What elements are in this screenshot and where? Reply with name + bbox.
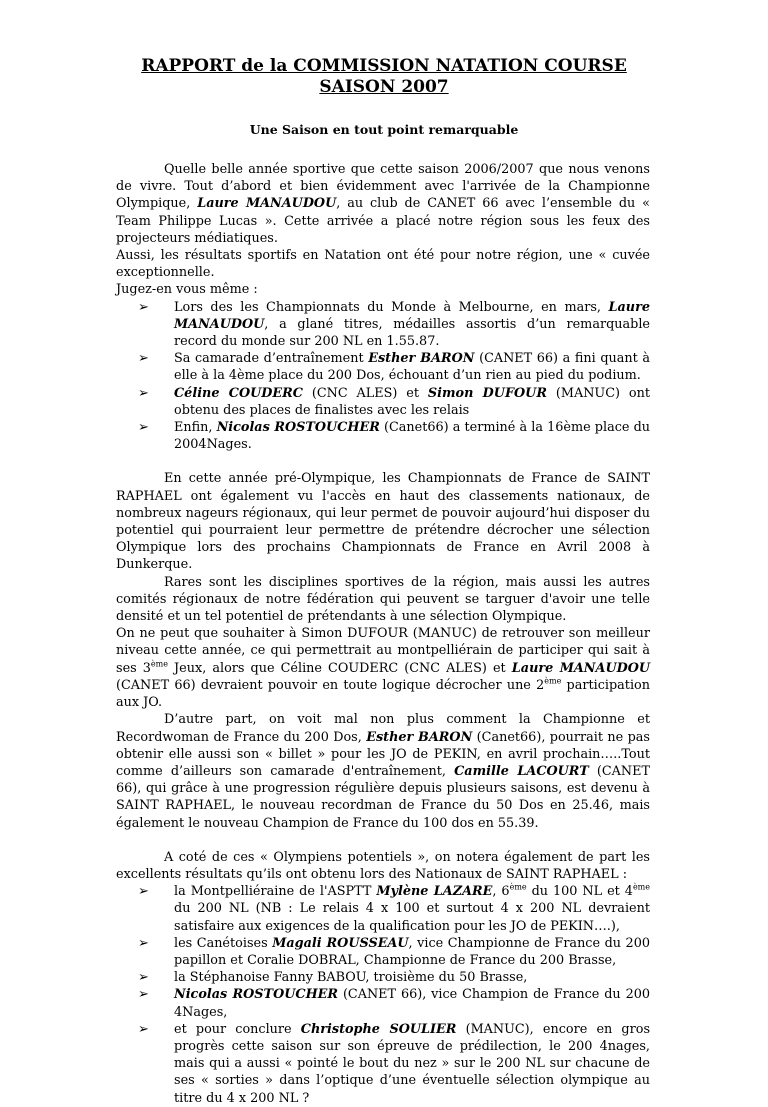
arrow-bullet-icon: ➢	[138, 299, 149, 315]
report-title: RAPPORT de la COMMISSION NATATION COURSE	[141, 56, 627, 76]
wishes-paragraph: On ne peut que souhaiter à Simon DUFOUR (MANUC) de retrouver son meilleur niveau cette année, ce qui permettrait au montpelliérain de participer qui sait à ses 3ème Jeux, alors que Céline COUDERC (CNC ALES) et Laure MANAUDOU (CANET 66) devraient pouvoir en toute logique décrocher une 2ème participation aux JO.	[116, 626, 651, 711]
arrow-bullet-icon: ➢	[138, 351, 149, 367]
results-paragraph: Aussi, les résultats sportifs en Natation ont été pour notre région, une « cuvée exceptionnelle.	[116, 248, 650, 281]
pre-olympic-paragraph: En cette année pré-Olympique, les Championnats de France de SAINT RAPHAEL ont également vu l'accès en haut des classements nationaux, de nombreux nageurs régionaux, qui leur permet de pouvoir aujourd’hui disposer du potentiel qui pourraient leur permettre de prétendre décrocher une sélection Olympique lors des prochains Championnats de France en Avril 2008 à Dunkerque.	[116, 471, 650, 573]
judge-line: Jugez-en vous même :	[116, 282, 258, 298]
arrow-bullet-icon: ➢	[138, 1021, 149, 1037]
list-item: ➢ Nicolas ROSTOUCHER (CANET 66), vice Champion de France du 200 4Nages,	[138, 987, 650, 1020]
density-paragraph: Rares sont les disciplines sportives de la région, mais aussi les autres comités régionaux de notre fédération qui peuvent se targuer d'avoir une telle densité et un tel potentiel de prétendants à une sélection Olympique.	[116, 574, 650, 625]
world-championship-list	[116, 299, 650, 454]
national-results-paragraph: A coté de ces « Olympiens potentiels », on notera également de part les excellents résultats qu’ils ont obtenu lors des Nationaux de SAINT RAPHAEL :	[116, 849, 650, 882]
arrow-bullet-icon: ➢	[138, 385, 149, 401]
list-item: ➢ Céline COUDERC (CNC ALES) et Simon DUFOUR (MANUC) ont obtenu des places de finalistes avec les relais	[138, 385, 650, 418]
list-item: ➢ Lors des les Championnats du Monde à Melbourne, en mars, Laure MANAUDOU, a glané titres, médailles assortis d’un remarquable record du monde sur 200 NL en 1.55.87.	[138, 299, 650, 350]
list-item: ➢ la Stéphanoise Fanny BABOU, troisième du 50 Brasse,	[138, 970, 528, 986]
list-item: ➢ et pour conclure Christophe SOULIER (MANUC), encore en gros progrès cette saison sur son épreuve de prédilection, le 200 4nages, mais qui a aussi « pointé le bout du nez » sur le 200 NL sur chacune de ses « sorties » dans l’optique d’une éventuelle sélection olympique au titre du 4 x 200 NL ?	[138, 1021, 651, 1106]
report-subtitle: Une Saison en tout point remarquable	[249, 122, 519, 137]
athlete-name: Laure MANAUDOU	[197, 196, 337, 212]
report-body	[116, 161, 650, 1107]
arrow-bullet-icon: ➢	[138, 987, 149, 1003]
list-item: ➢ Enfin, Nicolas ROSTOUCHER (Canet66) a terminé à la 16ème place du 2004Nages.	[138, 420, 651, 453]
arrow-bullet-icon: ➢	[138, 970, 149, 986]
arrow-bullet-icon: ➢	[138, 935, 149, 951]
list-item: ➢ les Canétoises Magali ROUSSEAU, vice Championne de France du 200 papillon et Coralie DOBRAL, Championne de France du 200 Brasse,	[138, 935, 650, 968]
baron-lacourt-paragraph: D’autre part, on voit mal non plus comment la Championne et Recordwoman de France du 200 Dos, Esther BARON (Canet66), pourrait ne pas obtenir elle aussi son « billet » pour les JO de PEKIN, en avril prochain…..Tout comme d’ailleurs son camarade d'entraînement, Camille LACOURT (CANET 66), qui grâce à une progression régulière depuis plusieurs saisons, est devenu à SAINT RAPHAEL, le nouveau recordman de France du 50 Dos en 25.46, mais également le nouveau Champion de France du 100 dos en 55.39.	[116, 712, 650, 831]
arrow-bullet-icon: ➢	[138, 884, 149, 900]
list-item: ➢ Sa camarade d’entraînement Esther BARON (CANET 66) a fini quant à elle à la 4ème place du 200 Dos, échouant d’un rien au pied du podium.	[138, 351, 650, 384]
list-item: ➢ la Montpelliéraine de l'ASPTT Mylène LAZARE, 6ème du 100 NL et 4ème du 200 NL (NB : Le relais 4 x 100 et surtout 4 x 200 NL devraient satisfaire aux exigences de la qualification pour les JO de PEKIN….),	[138, 882, 650, 934]
national-results-list	[116, 883, 650, 1107]
arrow-bullet-icon: ➢	[138, 420, 149, 436]
season-title: SAISON 2007	[319, 77, 449, 97]
intro-paragraph: Quelle belle année sportive que cette saison 2006/2007 que nous venons de vivre. Tout d’abord et bien évidemment avec l'arrivée de la Championne Olympique, Laure MANAUDOU, au club de CANET 66 avec l’ensemble du « Team Philippe Lucas ». Cette arrivée a placé notre région sous les feux des projecteurs médiatiques.	[116, 162, 651, 246]
